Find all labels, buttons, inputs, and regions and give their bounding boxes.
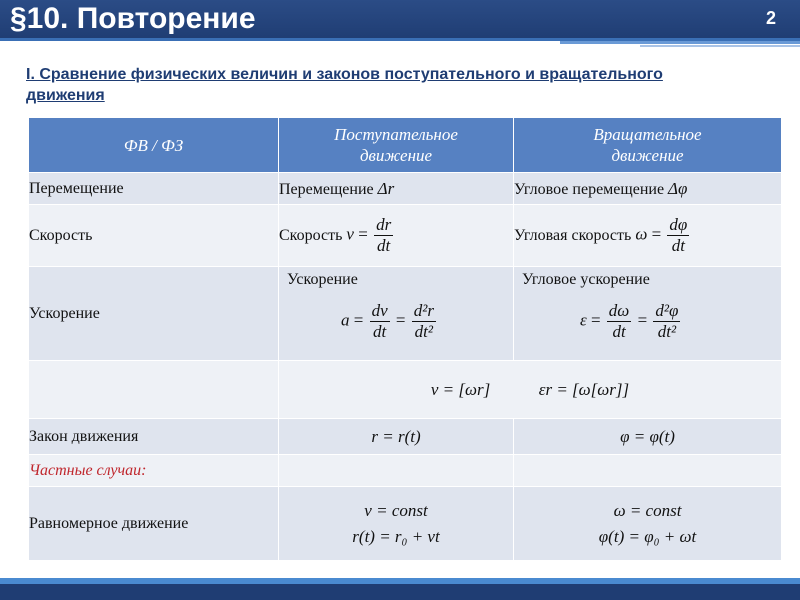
cell-trans-acceleration	[279, 267, 514, 361]
header-translational-text: Поступательное движение	[334, 125, 458, 165]
table-row	[29, 419, 782, 455]
rot-velocity-label: Угловая скорость	[514, 226, 632, 244]
header-translational	[279, 118, 514, 173]
page-number: 2	[765, 8, 776, 28]
header-rotational	[514, 118, 782, 173]
bottom-bar-highlight	[0, 578, 800, 584]
cell-rot-uniform	[514, 487, 782, 561]
comparison-table	[28, 117, 782, 561]
section-subtitle: I. Сравнение физических величин и законов поступательного и вращательного движения	[26, 66, 663, 104]
table-row	[29, 455, 782, 487]
cell-rot-displacement	[514, 173, 782, 205]
trans-uniform-formula-1: v = const	[364, 500, 428, 520]
cell-trans-displacement	[279, 173, 514, 205]
rot-acceleration-formula: ε = $\frac{d\omega}{dt}$ = $\frac{\text{d²φ}}{\text{dt²}}$	[580, 301, 679, 341]
special-cases-empty-1	[279, 455, 514, 487]
cell-rot-acceleration	[514, 267, 782, 361]
cell-relation-formulas	[279, 361, 782, 419]
rot-uniform-formula-1: ω = const	[613, 500, 682, 520]
cell-rot-velocity	[514, 205, 782, 267]
title-bar	[0, 0, 800, 40]
trans-velocity-label: Скорость	[279, 226, 343, 244]
trans-acceleration-formula: a = $\frac{dv}{dt}$ = $\frac{\text{d²r}}{\text{dt²}}$	[341, 301, 434, 341]
header-stripes	[0, 38, 800, 52]
special-cases-empty-2	[514, 455, 782, 487]
rot-velocity-formula: ω = $\frac{d\varphi}{dt}$	[635, 215, 688, 255]
rot-displacement-label: Угловое перемещение	[514, 180, 665, 198]
rot-acceleration-label: Угловое ускорение	[522, 271, 650, 288]
row-label-displacement: Перемещение	[29, 173, 279, 205]
trans-uniform-formula-2: r(t) = r₀ + vt	[352, 526, 440, 546]
table-row	[29, 487, 782, 561]
row-label-relation	[29, 361, 279, 419]
slide-title: §10. Повторение	[10, 2, 256, 35]
row-label-acceleration: Ускорение	[29, 267, 279, 361]
table-row	[29, 205, 782, 267]
cell-trans-velocity	[279, 205, 514, 267]
table-header-row	[29, 118, 782, 173]
trans-displacement-label: Перемещение	[279, 180, 374, 198]
trans-law-formula: r = r(t)	[279, 419, 514, 455]
row-label-velocity: Скорость	[29, 205, 279, 267]
bottom-bar	[0, 578, 800, 600]
rot-uniform-formula-2: φ(t) = φ₀ + ωt	[598, 526, 697, 546]
relation-acceleration-formula: εr = [ω[ωr]]	[538, 379, 630, 399]
rot-law-formula: φ = φ(t)	[514, 419, 782, 455]
rot-displacement-formula: Δφ	[668, 178, 688, 198]
trans-velocity-formula: v = $\frac{dr}{dt}$	[346, 215, 392, 255]
relation-velocity-formula: v = [ωr]	[430, 379, 491, 399]
table-row	[29, 361, 782, 419]
table-row	[29, 267, 782, 361]
row-label-special-cases: Частные случаи:	[29, 455, 279, 487]
trans-displacement-formula: Δr	[377, 178, 395, 198]
header-quantity: ФВ / ФЗ	[29, 118, 279, 173]
cell-trans-uniform	[279, 487, 514, 561]
header-rotational-text: Вращательное движение	[593, 125, 702, 165]
table-row	[29, 173, 782, 205]
trans-acceleration-label: Ускорение	[287, 271, 358, 288]
row-label-law: Закон движения	[29, 419, 279, 455]
row-label-uniform: Равномерное движение	[29, 487, 279, 561]
